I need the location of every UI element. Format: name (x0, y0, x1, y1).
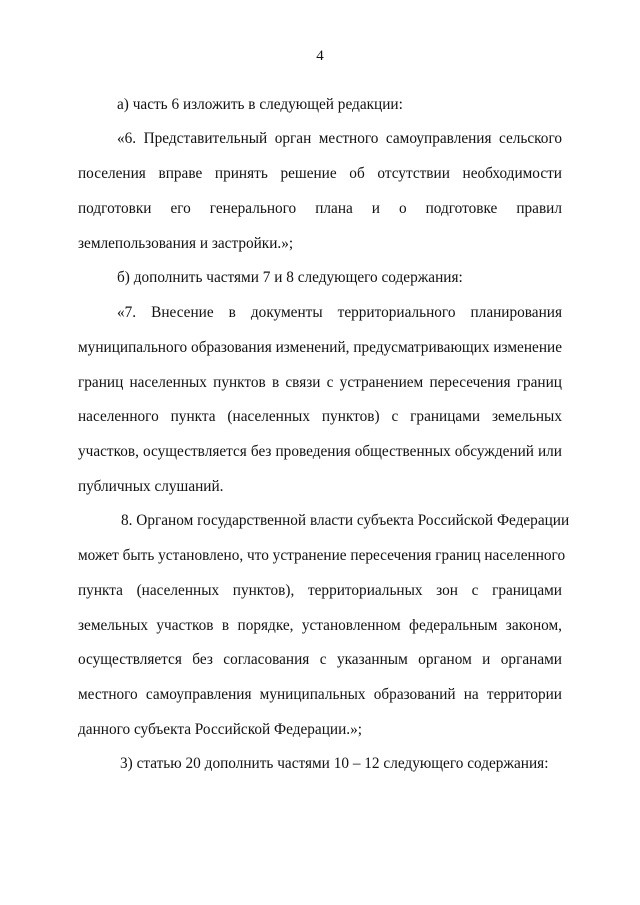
text-line: муниципального образования изменений, предусматривающих изменение (78, 339, 562, 356)
text-line: может быть установлено, что устранение пересечения границ населенного (78, 547, 566, 564)
text-line: 8. Органом государственной власти субъекта Российской Федерации (121, 512, 570, 529)
text-line: пункта (населенных пунктов), территориальных зон с границами (78, 582, 562, 599)
page-number: 4 (316, 48, 324, 64)
text-line: поселения вправе принять решение об отсутствии необходимости (78, 165, 562, 182)
text-line: «6. Представительный орган местного самоуправления сельского (117, 130, 562, 147)
text-line: границ населенных пунктов в связи с устранением пересечения границ (78, 374, 562, 391)
text-line: публичных слушаний. (78, 478, 224, 495)
text-line: 3) статью 20 дополнить частями 10 – 12 следующего содержания: (120, 755, 549, 772)
text-line: местного самоуправления муниципальных образований на территории (78, 686, 562, 703)
text-line: земельных участков в порядке, установленном федеральным законом, (78, 617, 562, 634)
text-line: осуществляется без согласования с указанным органом и органами (78, 651, 562, 668)
text-line: населенного пункта (населенных пунктов) с границами земельных (78, 408, 562, 425)
text-line: данного субъекта Российской Федерации.»; (78, 721, 362, 738)
text-line: землепользования и застройки.»; (78, 235, 294, 252)
text-line: а) часть 6 изложить в следующей редакции: (117, 96, 403, 113)
text-line: б) дополнить частями 7 и 8 следующего содержания: (117, 269, 463, 286)
text-line: подготовки его генерального плана и о подготовке правил (78, 200, 562, 217)
text-line: участков, осуществляется без проведения общественных обсуждений или (78, 443, 562, 460)
text-line: «7. Внесение в документы территориального планирования (117, 304, 562, 321)
